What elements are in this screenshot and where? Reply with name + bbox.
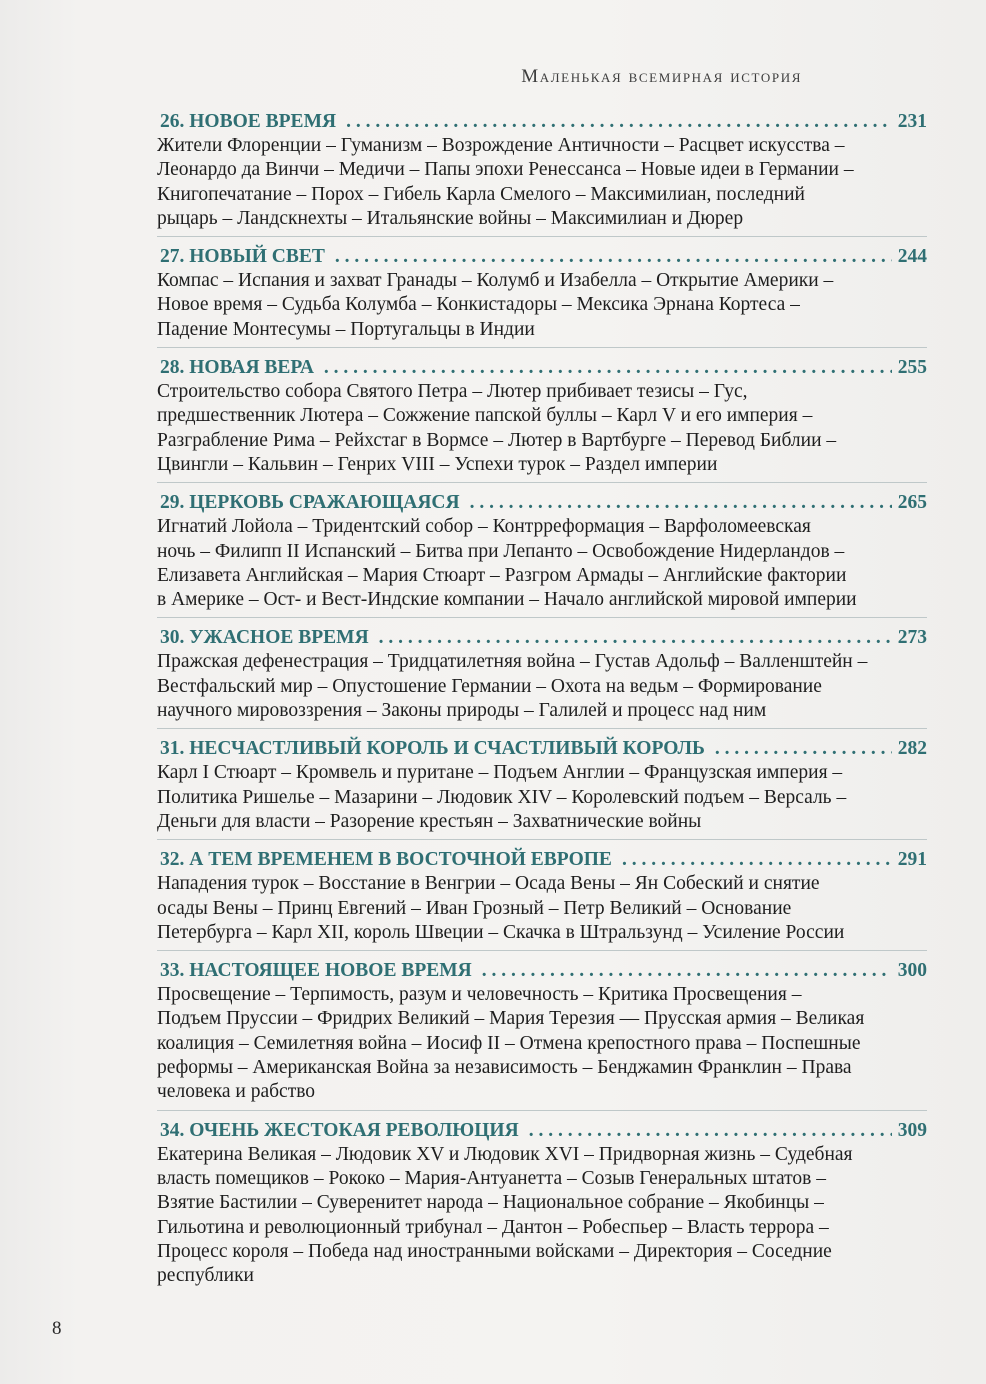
topic-line: Екатерина Великая – Людовик XV и Людовик XVI – Придворная жизнь – Судебная: [157, 1143, 853, 1165]
chapter-title: 33. НАСТОЯЩЕЕ НОВОЕ ВРЕМЯ: [160, 960, 472, 982]
topic-line: Взятие Бастилии – Суверенитет народа – Национальное собрание – Якобинцы –: [157, 1192, 824, 1214]
dot-leader: [346, 109, 892, 134]
chapter-title: 31. НЕСЧАСТЛИВЫЙ КОРОЛЬ И СЧАСТЛИВЫЙ КОРОЛЬ: [160, 738, 705, 760]
chapter-page-number: 273: [897, 627, 927, 649]
toc-entry: [157, 490, 927, 618]
dot-leader: [482, 958, 892, 983]
chapter-page-number: 300: [897, 960, 927, 982]
topic-line: осады Вены – Принц Евгений – Иван Грозный – Петр Великий – Основание: [157, 897, 792, 919]
topic-line: реформы – Американская Война за независимость – Бенджамин Франклин – Права: [157, 1057, 852, 1079]
chapter-topics: [157, 1143, 927, 1289]
table-of-contents: [157, 109, 927, 1300]
toc-entry: [157, 109, 927, 237]
chapter-heading: [157, 958, 927, 983]
chapter-title: 27. НОВЫЙ СВЕТ: [160, 246, 325, 268]
chapter-topics: [157, 380, 927, 477]
chapter-title: 32. А ТЕМ ВРЕМЕНЕМ В ВОСТОЧНОЙ ЕВРОПЕ: [160, 849, 612, 871]
topic-line: Елизавета Английская – Мария Стюарт – Разгром Армады – Английские фактории: [157, 564, 847, 586]
chapter-heading: [157, 109, 927, 134]
topic-line: человека и рабство: [157, 1081, 316, 1103]
dot-leader: [379, 625, 892, 650]
chapter-page-number: 265: [897, 492, 927, 514]
topic-line: Игнатий Лойола – Тридентский собор – Контрреформация – Варфоломеевская: [157, 516, 811, 538]
topic-line: Строительство собора Святого Петра – Лютер прибивает тезисы – Гус,: [157, 381, 748, 403]
chapter-heading: [157, 244, 927, 269]
topic-line: рыцарь – Ландскнехты – Итальянские войны – Максимилиан и Дюрер: [157, 207, 744, 229]
topic-line: Падение Монтесумы – Португальцы в Индии: [157, 318, 535, 340]
topic-line: Жители Флоренции – Гуманизм – Возрождение Античности – Расцвет искусства –: [157, 135, 845, 156]
chapter-topics: [157, 761, 927, 834]
toc-entry: [157, 355, 927, 483]
topic-line: Леонардо да Винчи – Медичи – Папы эпохи Ренессанса – Новые идеи в Германии –: [157, 159, 854, 181]
chapter-heading: [157, 1118, 927, 1143]
page-number: 8: [52, 1318, 62, 1339]
topic-line: Компас – Испания и захват Гранады – Колумб и Изабелла – Открытие Америки –: [157, 270, 834, 292]
topic-line: Пражская дефенестрация – Тридцатилетняя война – Густав Адольф – Валленштейн –: [157, 651, 868, 673]
topic-line: Деньги для власти – Разорение крестьян – Захватнические войны: [157, 810, 702, 832]
chapter-topics: [157, 650, 927, 723]
chapter-title: 29. ЦЕРКОВЬ СРАЖАЮЩАЯСЯ: [160, 492, 460, 514]
chapter-heading: [157, 847, 927, 872]
topic-line: Карл I Стюарт – Кромвель и пуритане – Подъем Англии – Французская империя –: [157, 762, 843, 784]
topic-line: Просвещение – Терпимость, разум и человечность – Критика Просвещения –: [157, 984, 802, 1006]
toc-entry: [157, 847, 927, 951]
dot-leader: [324, 355, 892, 380]
topic-line: Гильотина и революционный трибунал – Дантон – Робеспьер – Власть террора –: [157, 1216, 829, 1238]
topic-line: Подъем Пруссии – Фридрих Великий – Мария Терезия — Прусская армия – Великая: [157, 1008, 865, 1030]
topic-line: Книгопечатание – Порох – Гибель Карла Смелого – Максимилиан, последний: [157, 183, 805, 205]
topic-line: власть помещиков – Рококо – Мария-Антуанетта – Созыв Генеральных штатов –: [157, 1167, 826, 1189]
topic-line: коалиция – Семилетняя война – Иосиф II – Отмена крепостного права – Поспешные: [157, 1032, 861, 1054]
topic-line: Процесс короля – Победа над иностранными войсками – Директория – Соседние: [157, 1240, 832, 1262]
topic-line: в Америке – Ост- и Вест-Индские компании – Начало английской мировой империи: [157, 589, 857, 611]
dot-leader: [622, 847, 892, 872]
chapter-page-number: 231: [897, 111, 927, 132]
chapter-topics: [157, 515, 927, 612]
topic-line: Политика Ришелье – Мазарини – Людовик XIV – Королевский подъем – Версаль –: [157, 786, 847, 808]
topic-line: Петербурга – Карл XII, король Швеции – Скачка в Штральзунд – Усиление России: [157, 921, 845, 943]
dot-leader: [529, 1118, 892, 1143]
chapter-heading: [157, 625, 927, 650]
dot-leader: [715, 736, 892, 761]
toc-entry: [157, 958, 927, 1110]
topic-line: Новое время – Судьба Колумба – Конкистадоры – Мексика Эрнана Кортеса –: [157, 294, 800, 316]
toc-entry: [157, 244, 927, 348]
chapter-title: 30. УЖАСНОЕ ВРЕМЯ: [160, 627, 369, 649]
toc-entry: [157, 736, 927, 840]
chapter-page-number: 282: [897, 738, 927, 760]
chapter-heading: [157, 490, 927, 515]
chapter-page-number: 291: [897, 849, 927, 871]
topic-line: научного мировоззрения – Законы природы – Галилей и процесс над ним: [157, 700, 767, 722]
chapter-title: 26. НОВОЕ ВРЕМЯ: [160, 111, 337, 132]
toc-entry: [157, 1118, 927, 1294]
chapter-heading: [157, 736, 927, 761]
topic-line: ночь – Филипп II Испанский – Битва при Лепанто – Освобождение Нидерландов –: [157, 540, 845, 562]
chapter-topics: [157, 134, 927, 231]
chapter-title: 28. НОВАЯ ВЕРА: [160, 357, 314, 379]
chapter-page-number: 309: [897, 1119, 927, 1141]
chapter-topics: [157, 269, 927, 342]
chapter-topics: [157, 872, 927, 945]
dot-leader: [335, 244, 892, 269]
topic-line: республики: [157, 1265, 254, 1287]
chapter-title: 34. ОЧЕНЬ ЖЕСТОКАЯ РЕВОЛЮЦИЯ: [160, 1119, 519, 1141]
topic-line: предшественник Лютера – Сожжение папской буллы – Карл V и его империя –: [157, 405, 813, 427]
toc-entry: [157, 625, 927, 729]
topic-line: Нападения турок – Восстание в Венгрии – Осада Вены – Ян Собеский и снятие: [157, 873, 820, 895]
dot-leader: [470, 490, 892, 515]
topic-line: Вестфальский мир – Опустошение Германии – Охота на ведьм – Формирование: [157, 675, 822, 697]
chapter-topics: [157, 983, 927, 1104]
running-head: Маленькая всемирная история: [521, 66, 802, 87]
chapter-page-number: 255: [897, 357, 927, 379]
topic-line: Цвингли – Кальвин – Генрих VIII – Успехи турок – Раздел империи: [157, 453, 718, 475]
chapter-page-number: 244: [897, 246, 927, 268]
topic-line: Разграбление Рима – Рейхстаг в Вормсе – Лютер в Вартбурге – Перевод Библии –: [157, 429, 837, 451]
chapter-heading: [157, 355, 927, 380]
